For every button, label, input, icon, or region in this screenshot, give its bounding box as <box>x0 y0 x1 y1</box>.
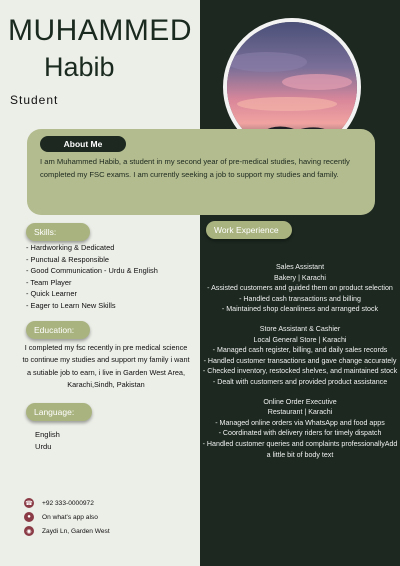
contact-whatsapp <box>24 512 98 522</box>
skill-item: - Eager to Learn New Skills <box>26 300 116 310</box>
language-heading: Language: <box>26 403 92 421</box>
skills-heading: Skills: <box>26 223 90 241</box>
contact-text: +92 333-0000972 <box>42 499 94 507</box>
job-duty: - Managed cash register, billing, and daily sales records <box>212 346 388 355</box>
job-duty: - Checked inventory, restocked shelves, and maintained stock <box>202 367 398 376</box>
job-duty: - Assisted customers and guided them on product selection <box>207 284 393 293</box>
skill-item: - Quick Learner <box>26 289 77 299</box>
job-duty: - Maintained shop cleanliness and arranged stock <box>221 305 379 314</box>
job-entry <box>202 262 398 315</box>
work-heading: Work Experience <box>206 221 292 239</box>
skill-item: - Good Communication - Urdu & English <box>26 266 158 276</box>
skills-list <box>26 242 158 312</box>
language-item: English <box>35 430 60 439</box>
job-entry <box>202 397 398 461</box>
job-title: Store Assistant & Cashier <box>259 324 341 333</box>
about-text: I am Muhammed Habib, a student in my second year of pre-medical studies, having recently completed my FSC exams. I am currently seeking a job to support my studies and family. <box>40 157 350 179</box>
about-heading: About Me <box>40 136 126 152</box>
last-name: Habib <box>44 52 115 82</box>
job-entry <box>202 324 398 388</box>
contact-location <box>24 526 110 536</box>
contact-text: On what's app also <box>42 513 98 521</box>
language-list <box>35 429 60 453</box>
job-title: Online Order Executive <box>263 397 337 406</box>
skill-item: - Punctual & Responsible <box>26 254 109 264</box>
education-text: I completed my fsc recently in pre medical science to continue my studies and support my family i want a sutiable job to earn, i live in Garden West Area, Karachi,Sindh, Pakistan <box>22 343 190 390</box>
education-heading: Education: <box>26 321 90 339</box>
work-experience <box>202 262 398 469</box>
phone-icon: ☎ <box>24 498 34 508</box>
job-duty: - Dealt with customers and provided product assistance <box>212 377 388 386</box>
contact-phone <box>24 498 94 508</box>
contact-text: Zaydi Ln, Garden West <box>42 527 110 535</box>
skill-item: - Team Player <box>26 277 72 287</box>
job-title: Sales Assistant <box>275 263 325 271</box>
first-name: MUHAMMED <box>8 14 192 47</box>
role-title: Student <box>10 93 59 107</box>
whatsapp-icon: ● <box>24 512 34 522</box>
job-duty: - Handled customer queries and complaints professionallyAdd a little bit of body text <box>202 439 398 459</box>
job-employer: Restaurant | Karachi <box>267 408 333 417</box>
job-employer: Bakery | Karachi <box>274 273 326 282</box>
skill-item: - Hardworking & Dedicated <box>26 243 115 252</box>
job-duty: - Managed online orders via WhatsApp and food apps <box>215 418 385 427</box>
location-icon: ◉ <box>24 526 34 536</box>
job-employer: Local General Store | Karachi <box>253 335 347 344</box>
job-duty: - Handled customer transactions and gave change accurately <box>203 356 397 365</box>
job-duty: - Handled cash transactions and billing <box>239 294 361 303</box>
language-item: Urdu <box>35 442 52 451</box>
job-duty: - Coordinated with delivery riders for timely dispatch <box>218 429 382 438</box>
